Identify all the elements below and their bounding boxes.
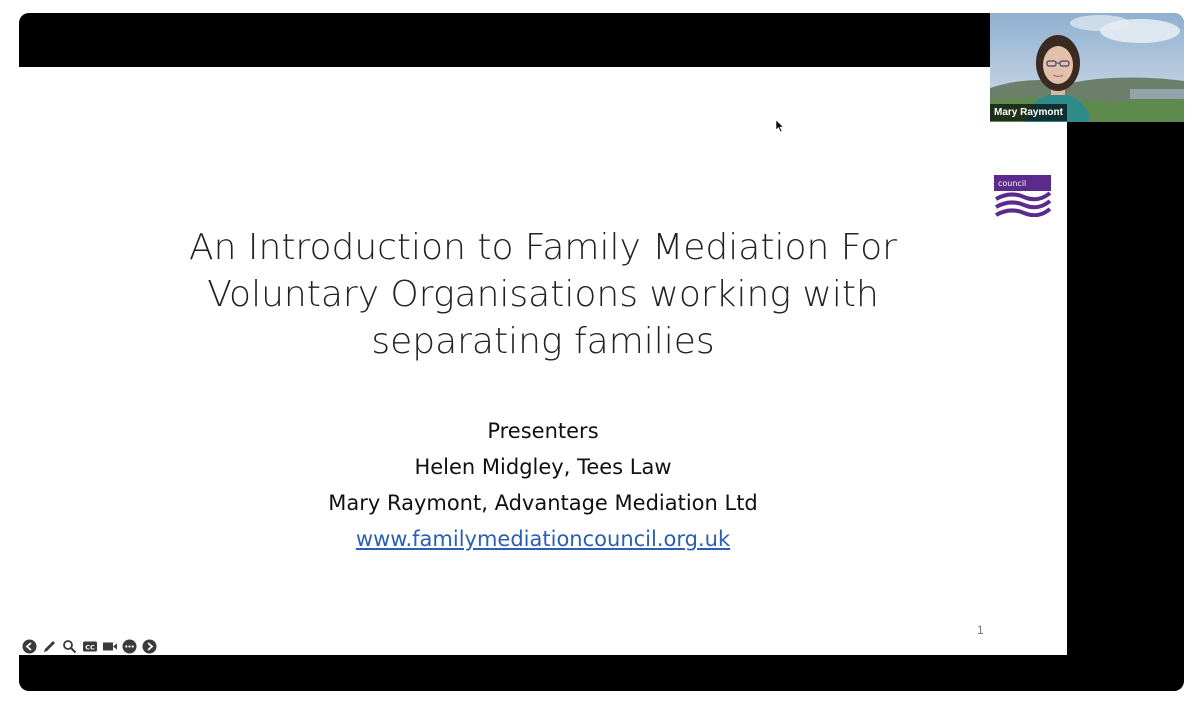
svg-text:council: council	[998, 179, 1027, 188]
camera-button[interactable]	[101, 638, 118, 655]
magnifier-icon	[62, 639, 77, 654]
next-slide-button[interactable]	[141, 638, 158, 655]
svg-text:CC: CC	[84, 643, 95, 651]
mouse-cursor-icon	[775, 119, 785, 133]
slide-title-line: An Introduction to Family Mediation For	[189, 227, 897, 268]
website-link[interactable]: www.familymediationcouncil.org.uk	[355, 527, 731, 551]
presenter-line: Mary Raymont, Advantage Mediation Ltd	[328, 491, 758, 515]
slide-title-line: separating families	[371, 321, 715, 362]
more-options-icon	[122, 639, 137, 654]
presenter-line: Helen Midgley, Tees Law	[414, 455, 672, 479]
presenters-heading: Presenters	[487, 419, 599, 443]
slide-page-number: 1	[977, 623, 984, 637]
video-camera-icon	[102, 639, 118, 654]
meeting-window	[19, 13, 1184, 691]
presenters-block	[19, 413, 1067, 557]
next-slide-icon	[142, 639, 157, 654]
presentation-slide	[19, 67, 1067, 655]
participant-name-label: Mary Raymont	[990, 104, 1067, 121]
captions-button[interactable]	[81, 638, 98, 655]
zoom-button[interactable]	[61, 638, 78, 655]
slide-toolbar	[21, 637, 158, 655]
captions-icon	[82, 639, 98, 654]
slide-title-line: Voluntary Organisations working with	[207, 274, 879, 315]
slide-title	[19, 224, 1067, 365]
pen-button[interactable]	[41, 638, 58, 655]
more-options-button[interactable]	[121, 638, 138, 655]
council-logo-icon	[994, 175, 1051, 217]
previous-slide-icon	[22, 639, 37, 654]
participant-video-tile[interactable]	[990, 13, 1184, 122]
pen-icon	[42, 639, 57, 654]
previous-slide-button[interactable]	[21, 638, 38, 655]
